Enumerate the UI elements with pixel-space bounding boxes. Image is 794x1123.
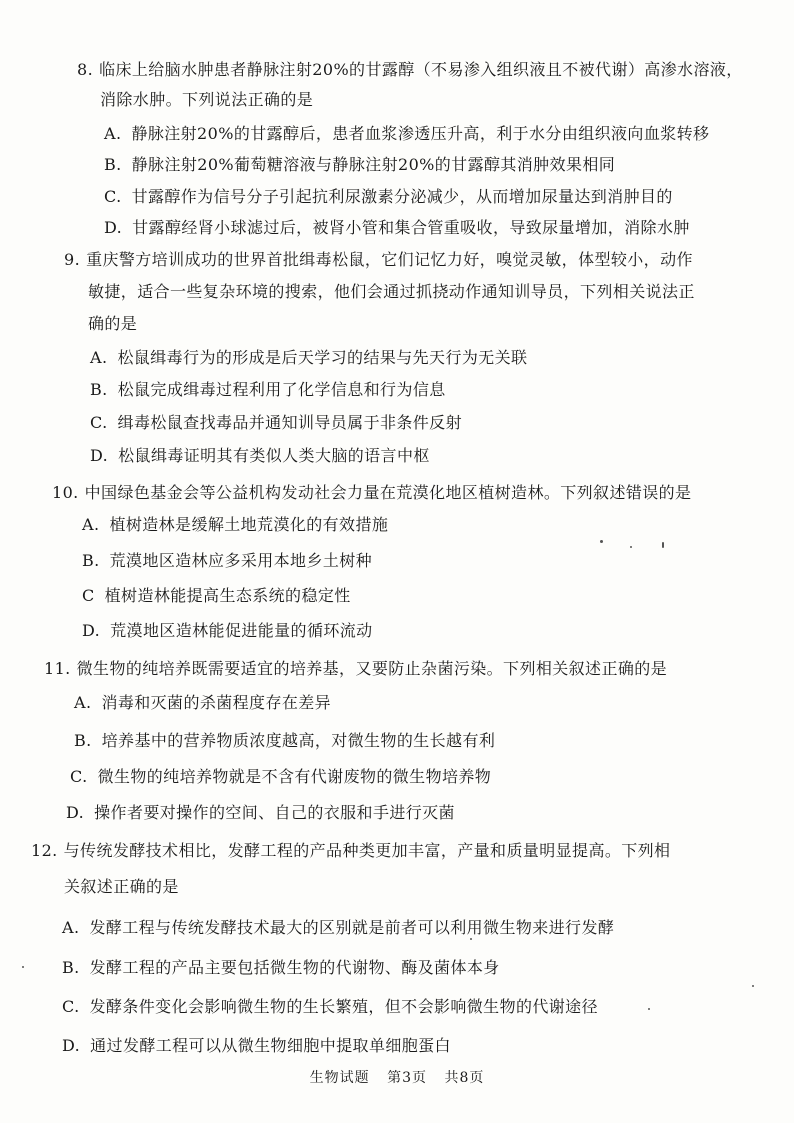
option-text: 松鼠缉毒证明其有类似人类大脑的语言中枢 — [118, 446, 430, 465]
option-text: 植树造林是缓解土地荒漠化的有效措施 — [109, 515, 389, 534]
option-label: A. — [90, 348, 108, 367]
scan-speck — [662, 542, 664, 548]
question-11-option-a — [74, 693, 331, 713]
option-text: 发酵工程的产品主要包括微生物的代谢物、酶及菌体本身 — [89, 958, 500, 977]
option-label: D. — [82, 621, 101, 640]
question-number: 9. — [64, 250, 81, 269]
option-text: 发酵条件变化会影响微生物的生长繁殖，但不会影响微生物的代谢途径 — [89, 997, 598, 1016]
question-10-option-a — [82, 515, 388, 535]
question-9-stem-line-3 — [88, 314, 137, 334]
question-8-option-d — [104, 218, 690, 238]
question-12-option-c — [62, 997, 598, 1017]
question-9-stem-line-1 — [64, 250, 693, 270]
page-footer — [0, 1067, 794, 1087]
footer-total-pages: 共8页 — [444, 1070, 485, 1086]
question-12-option-a — [62, 918, 614, 938]
option-label: B. — [90, 380, 108, 399]
option-label: B. — [82, 551, 100, 570]
question-text: 敏捷，适合一些复杂环境的搜索，他们会通过抓挠动作通知训导员，下列相关说法正 — [88, 282, 695, 301]
option-text: 静脉注射20%的甘露醇后，患者血浆渗透压升高，利于水分由组织液向血浆转移 — [131, 124, 710, 143]
option-text: 甘露醇经肾小球滤过后，被肾小管和集合管重吸收，导致尿量增加，消除水肿 — [132, 218, 690, 237]
question-text: 重庆警方培训成功的世界首批缉毒松鼠，它们记忆力好，嗅觉灵敏，体型较小，动作 — [86, 250, 693, 269]
question-8-stem-line-1 — [77, 60, 743, 80]
question-9-option-b — [90, 380, 446, 400]
footer-subject: 生物试题 — [309, 1070, 370, 1086]
option-label: C. — [70, 767, 88, 786]
question-11-stem-line-1 — [44, 659, 667, 679]
question-number: 10. — [52, 483, 79, 502]
question-number: 12. — [31, 841, 58, 860]
question-9-option-c — [90, 413, 462, 433]
option-text: 操作者要对操作的空间、自己的衣服和手进行灭菌 — [94, 803, 455, 822]
option-text: 荒漠地区造林能促进能量的循环流动 — [110, 621, 373, 640]
option-label: C — [82, 586, 95, 605]
question-8-option-c — [104, 187, 673, 207]
scan-speck — [470, 938, 472, 940]
option-label: C. — [62, 997, 80, 1016]
option-text: 培养基中的营养物质浓度越高，对微生物的生长越有利 — [101, 731, 496, 750]
option-label: D. — [66, 803, 85, 822]
option-text: 缉毒松鼠查找毒品并通知训导员属于非条件反射 — [117, 413, 462, 432]
option-label: D. — [62, 1036, 81, 1055]
footer-page-number: 第3页 — [387, 1070, 427, 1086]
option-label: B. — [74, 731, 92, 750]
option-text: 松鼠缉毒行为的形成是后天学习的结果与先天行为无关联 — [117, 348, 528, 367]
question-10-stem-line-1 — [52, 483, 691, 503]
question-9-option-d — [90, 446, 430, 466]
option-label: A. — [82, 515, 100, 534]
option-text: 甘露醇作为信号分子引起抗利尿激素分泌减少，从而增加尿量达到消肿目的 — [131, 187, 673, 206]
option-text: 松鼠完成缉毒过程利用了化学信息和行为信息 — [117, 380, 446, 399]
option-label: B. — [62, 958, 80, 977]
question-text: 与传统发酵技术相比，发酵工程的产品种类更加丰富，产量和质量明显提高。下列相 — [63, 841, 671, 860]
scan-speck — [648, 1008, 650, 1010]
question-10-option-d — [82, 621, 373, 641]
option-label: A. — [74, 693, 92, 712]
option-label: C. — [104, 187, 122, 206]
question-11-option-b — [74, 731, 495, 751]
option-text: 荒漠地区造林应多采用本地乡土树种 — [109, 551, 373, 570]
option-text: 静脉注射20%葡萄糖溶液与静脉注射20%的甘露醇其消肿效果相同 — [131, 155, 616, 174]
option-label: D. — [90, 446, 109, 465]
option-text: 微生物的纯培养物就是不含有代谢废物的微生物培养物 — [97, 767, 492, 786]
question-text: 微生物的纯培养既需要适宜的培养基，又要防止杂菌污染。下列相关叙述正确的是 — [76, 659, 668, 678]
option-text: 植树造林能提高生态系统的稳定性 — [104, 586, 351, 605]
scan-speck — [22, 966, 24, 968]
question-8-option-b — [104, 155, 615, 175]
question-9-stem-line-2 — [88, 282, 695, 302]
question-text: 中国绿色基金会等公益机构发动社会力量在荒漠化地区植树造林。下列叙述错误的是 — [84, 483, 692, 502]
question-11-option-c — [70, 767, 491, 787]
option-label: A. — [62, 918, 80, 937]
option-text: 消毒和灭菌的杀菌程度存在差异 — [101, 693, 332, 712]
scan-speck — [600, 540, 603, 543]
option-label: C. — [90, 413, 108, 432]
option-label: A. — [104, 124, 122, 143]
option-label: B. — [104, 155, 122, 174]
question-8-option-a — [104, 124, 709, 144]
option-text: 通过发酵工程可以从微生物细胞中提取单细胞蛋白 — [90, 1036, 451, 1055]
question-text: 临床上给脑水肿患者静脉注射20%的甘露醇（不易渗入组织液且不被代谢）高渗水溶液， — [99, 60, 743, 79]
question-11-option-d — [66, 803, 455, 823]
question-10-option-b — [82, 551, 372, 571]
option-text: 发酵工程与传统发酵技术最大的区别就是前者可以利用微生物来进行发酵 — [89, 918, 615, 937]
scan-speck — [752, 985, 754, 987]
option-label: D. — [104, 218, 123, 237]
question-text: 消除水肿。下列说法正确的是 — [100, 90, 314, 109]
question-12-option-b — [62, 958, 500, 978]
question-12-stem-line-2 — [64, 877, 179, 897]
question-9-option-a — [90, 348, 527, 368]
question-text: 关叙述正确的是 — [64, 877, 179, 896]
question-number: 11. — [44, 659, 71, 678]
question-12-option-d — [62, 1036, 451, 1056]
question-10-option-c — [82, 586, 351, 606]
question-12-stem-line-1 — [31, 841, 670, 861]
scan-speck — [630, 546, 632, 548]
question-number: 8. — [77, 60, 94, 79]
question-8-stem-line-2 — [100, 90, 313, 110]
question-text: 确的是 — [88, 314, 138, 333]
